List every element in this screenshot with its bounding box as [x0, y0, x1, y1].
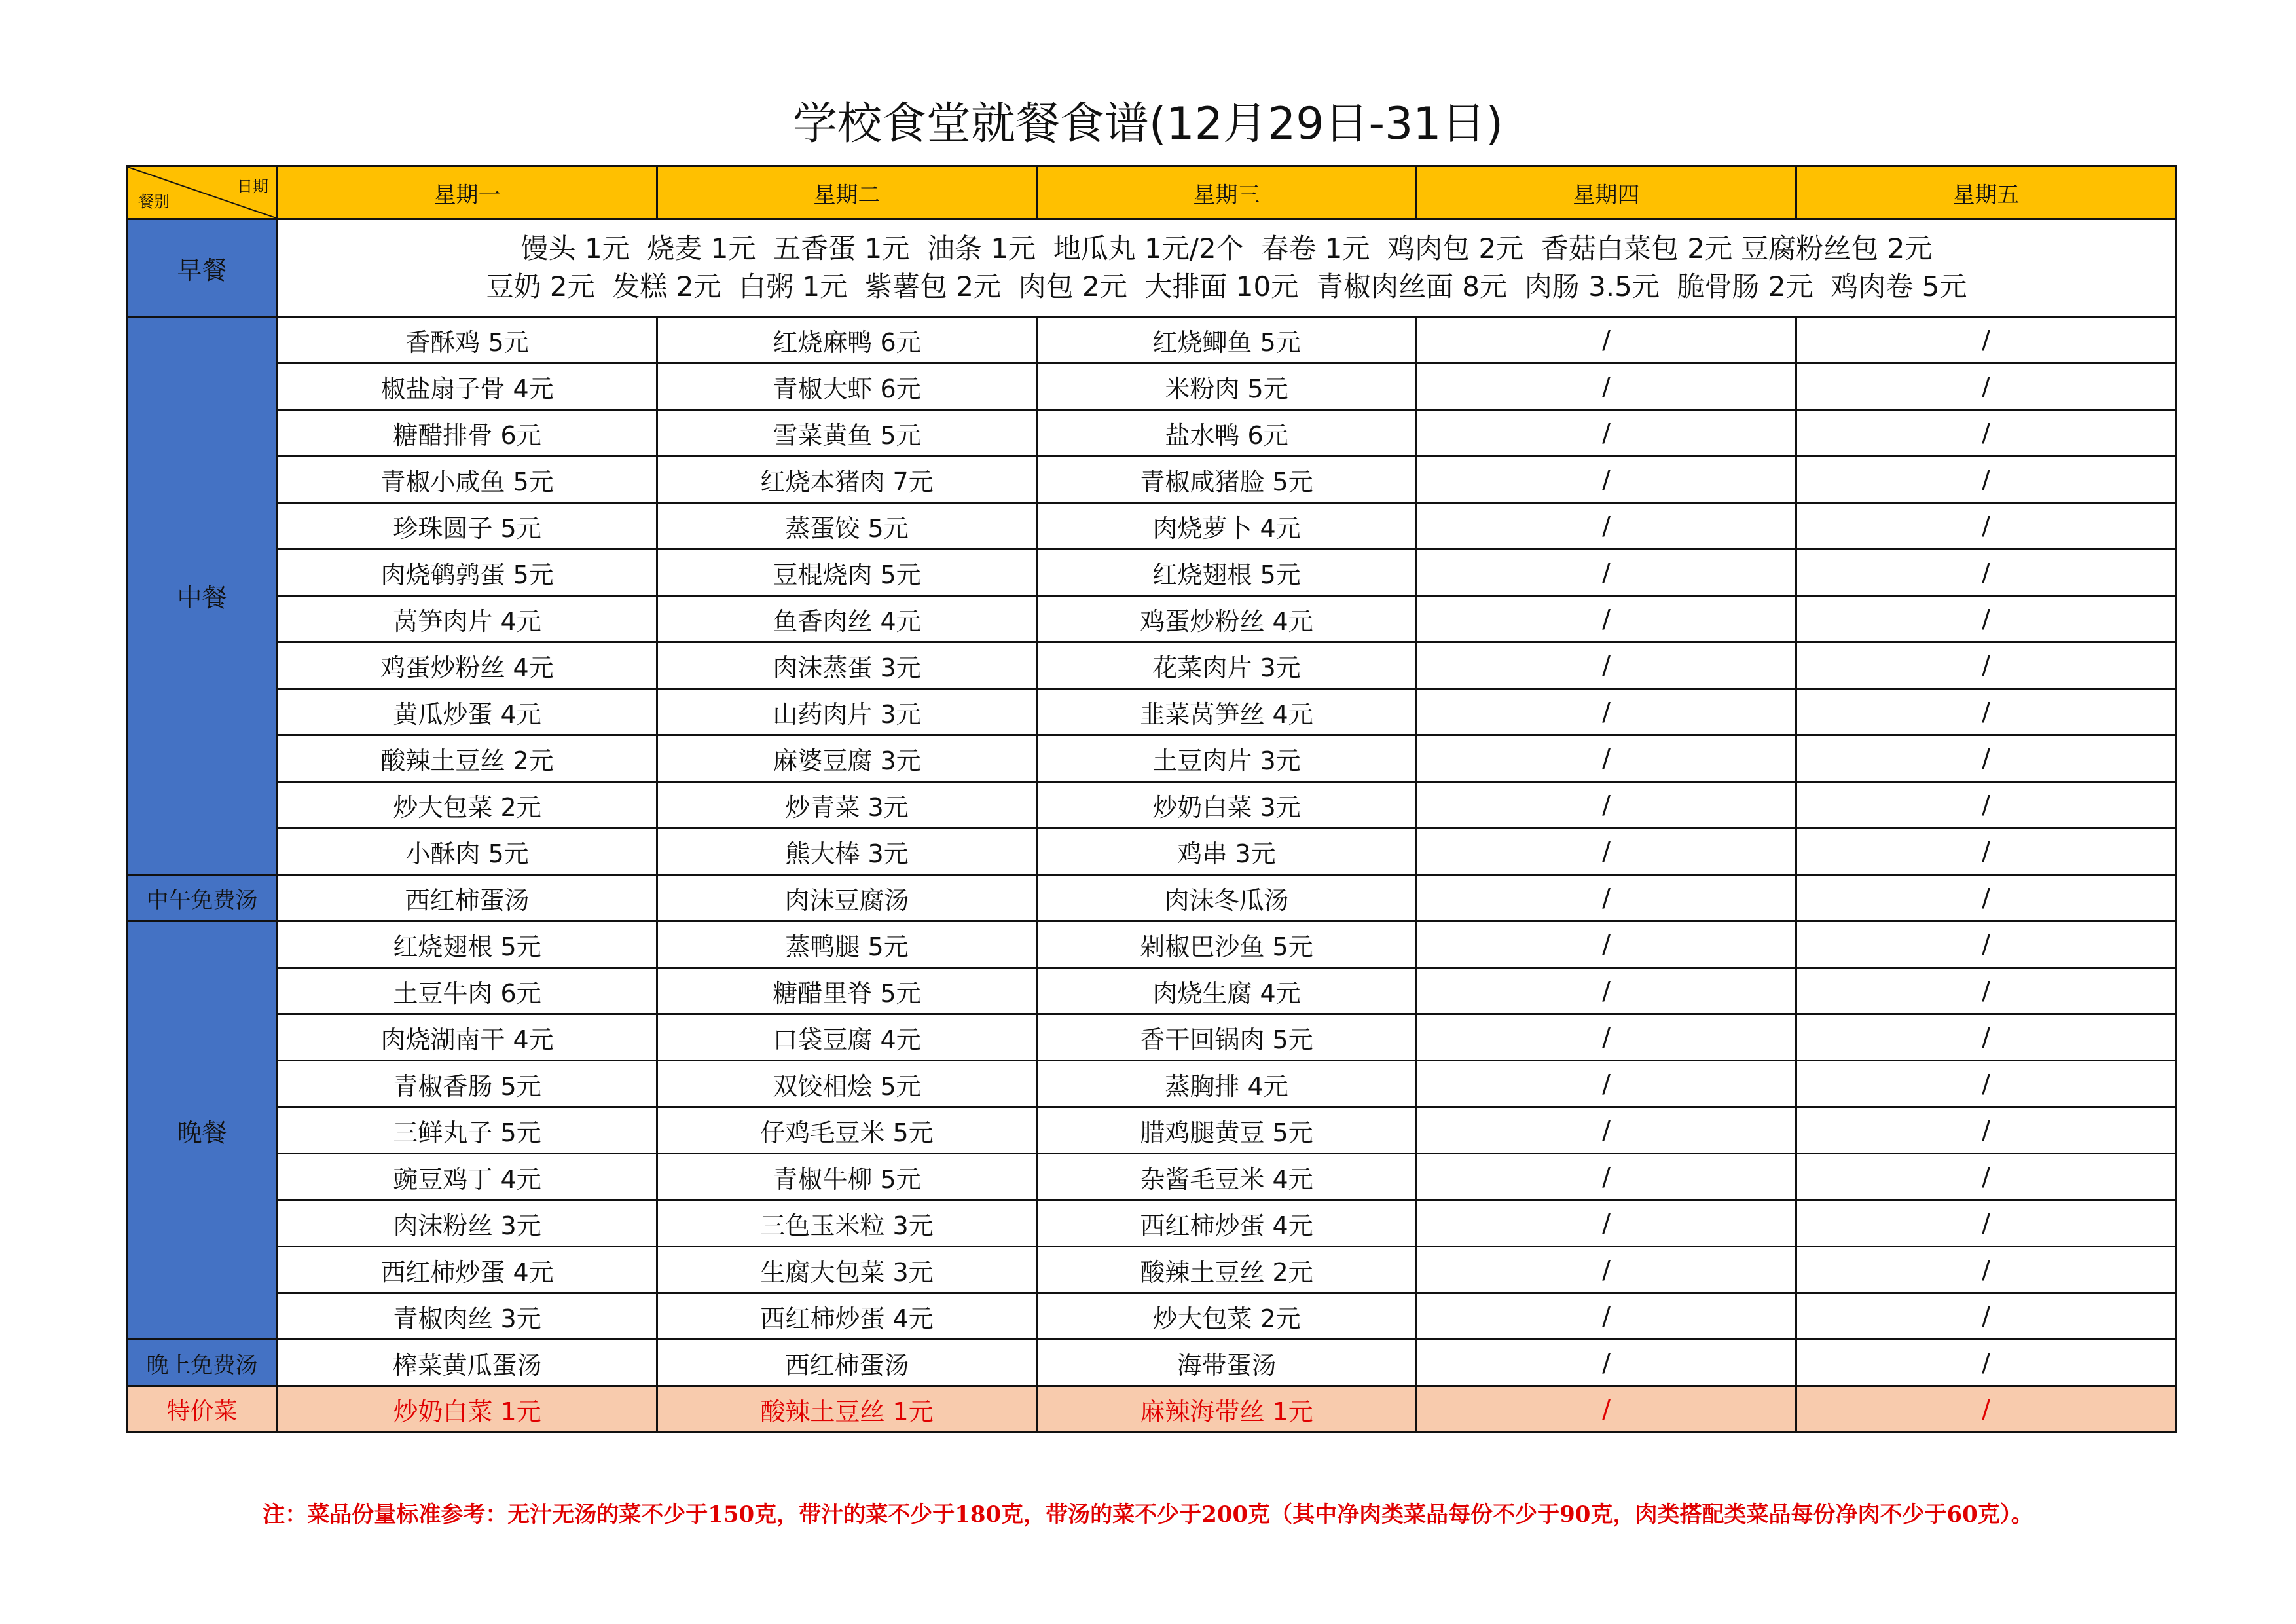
- dish-cell: 西红柿炒蛋 4元: [278, 1247, 657, 1293]
- dish-cell: 肉烧生腐 4元: [1037, 968, 1417, 1014]
- dish-cell: 花菜肉片 3元: [1037, 642, 1417, 689]
- dish-cell: 酸辣土豆丝 2元: [278, 735, 657, 782]
- dish-cell: 米粉肉 5元: [1037, 363, 1417, 410]
- dinner_soup-row: [127, 1340, 2176, 1386]
- dish-cell: /: [1796, 782, 2176, 828]
- lunch-dish-row: [127, 503, 2176, 549]
- dish-cell: /: [1417, 549, 1796, 596]
- meal-label-dinner: 晚餐: [127, 921, 278, 1340]
- dish-cell: /: [1417, 1061, 1796, 1107]
- dish-cell: 仔鸡毛豆米 5元: [657, 1107, 1037, 1154]
- dish-cell: /: [1796, 1154, 2176, 1200]
- dish-cell: 盐水鸭 6元: [1037, 410, 1417, 456]
- dish-cell: /: [1796, 456, 2176, 503]
- lunch-dish-row: [127, 689, 2176, 735]
- dish-cell: 炒奶白菜 1元: [278, 1386, 657, 1433]
- dish-cell: 青椒肉丝 3元: [278, 1293, 657, 1340]
- page-title: 学校食堂就餐食谱(12月29日-31日): [792, 98, 1504, 150]
- dish-cell: /: [1796, 1061, 2176, 1107]
- dish-cell: /: [1796, 1200, 2176, 1247]
- portion-note: 注：菜品份量标准参考：无汁无汤的菜不少于150克，带汁的菜不少于180克，带汤的菜不少于200克（其中净肉类菜品每份不少于90克，肉类搭配类菜品每份净肉不少于60克）。: [263, 1502, 2033, 1528]
- dish-cell: /: [1417, 363, 1796, 410]
- dish-cell: 红烧麻鸭 6元: [657, 317, 1037, 363]
- dish-cell: /: [1417, 875, 1796, 921]
- dinner-dish-row: [127, 1293, 2176, 1340]
- dinner-dish-row: [127, 1154, 2176, 1200]
- dish-cell: 麻婆豆腐 3元: [657, 735, 1037, 782]
- dish-cell: 蒸胸排 4元: [1037, 1061, 1417, 1107]
- dish-cell: 雪菜黄鱼 5元: [657, 410, 1037, 456]
- dish-cell: /: [1417, 689, 1796, 735]
- dish-cell: /: [1796, 1340, 2176, 1386]
- dish-cell: /: [1796, 921, 2176, 968]
- dish-cell: /: [1796, 549, 2176, 596]
- corner-date-label: 日期: [237, 177, 268, 196]
- dinner-dish-row: [127, 1061, 2176, 1107]
- menu-table: [126, 165, 2177, 1433]
- dish-cell: 土豆肉片 3元: [1037, 735, 1417, 782]
- corner-meal-label: 餐别: [138, 193, 170, 211]
- dish-cell: 蒸鸭腿 5元: [657, 921, 1037, 968]
- dish-cell: 炒大包菜 2元: [278, 782, 657, 828]
- lunch-dish-row: [127, 828, 2176, 875]
- dish-cell: 红烧鲫鱼 5元: [1037, 317, 1417, 363]
- dish-cell: 椒盐扇子骨 4元: [278, 363, 657, 410]
- lunch-dish-row: [127, 596, 2176, 642]
- dish-cell: 西红柿蛋汤: [278, 875, 657, 921]
- dish-cell: 口袋豆腐 4元: [657, 1014, 1037, 1061]
- lunch-dish-row: [127, 735, 2176, 782]
- dish-cell: 香干回锅肉 5元: [1037, 1014, 1417, 1061]
- dish-cell: 青椒小咸鱼 5元: [278, 456, 657, 503]
- special-row: [127, 1386, 2176, 1433]
- dish-cell: /: [1417, 1014, 1796, 1061]
- dish-cell: 红烧翅根 5元: [1037, 549, 1417, 596]
- lunch-dish-row: [127, 782, 2176, 828]
- dish-cell: 酸辣土豆丝 2元: [1037, 1247, 1417, 1293]
- dish-cell: 青椒牛柳 5元: [657, 1154, 1037, 1200]
- dish-cell: 腊鸡腿黄豆 5元: [1037, 1107, 1417, 1154]
- dish-cell: 西红柿炒蛋 4元: [657, 1293, 1037, 1340]
- dish-cell: 炒青菜 3元: [657, 782, 1037, 828]
- dish-cell: 西红柿蛋汤: [657, 1340, 1037, 1386]
- dish-cell: 肉烧湖南干 4元: [278, 1014, 657, 1061]
- dinner-dish-row: [127, 1107, 2176, 1154]
- dish-cell: /: [1417, 410, 1796, 456]
- dish-cell: /: [1796, 503, 2176, 549]
- dish-cell: 香酥鸡 5元: [278, 317, 657, 363]
- dish-cell: 肉烧鹌鹑蛋 5元: [278, 549, 657, 596]
- dish-cell: 糖醋里脊 5元: [657, 968, 1037, 1014]
- dish-cell: 肉沫冬瓜汤: [1037, 875, 1417, 921]
- lunch-dish-row: [127, 456, 2176, 503]
- day-header: 星期一: [278, 166, 657, 219]
- dinner-dish-row: [127, 1247, 2176, 1293]
- meal-label-breakfast: 早餐: [127, 219, 278, 317]
- dish-cell: /: [1796, 363, 2176, 410]
- dish-cell: /: [1417, 1293, 1796, 1340]
- dish-cell: 土豆牛肉 6元: [278, 968, 657, 1014]
- dish-cell: 鸡蛋炒粉丝 4元: [278, 642, 657, 689]
- dish-cell: 黄瓜炒蛋 4元: [278, 689, 657, 735]
- dish-cell: 麻辣海带丝 1元: [1037, 1386, 1417, 1433]
- day-header: 星期二: [657, 166, 1037, 219]
- dish-cell: 青椒香肠 5元: [278, 1061, 657, 1107]
- dish-cell: /: [1417, 1386, 1796, 1433]
- dish-cell: /: [1796, 1247, 2176, 1293]
- lunch-dish-row: [127, 549, 2176, 596]
- dish-cell: /: [1796, 317, 2176, 363]
- dish-cell: /: [1417, 1200, 1796, 1247]
- dish-cell: /: [1796, 689, 2176, 735]
- dish-cell: /: [1417, 1340, 1796, 1386]
- meal-label-special: 特价菜: [127, 1386, 278, 1433]
- dish-cell: 双饺相烩 5元: [657, 1061, 1037, 1107]
- dish-cell: 三鲜丸子 5元: [278, 1107, 657, 1154]
- dish-cell: 酸辣土豆丝 1元: [657, 1386, 1037, 1433]
- dish-cell: /: [1796, 828, 2176, 875]
- lunch-dish-row: [127, 642, 2176, 689]
- dish-cell: 肉沫豆腐汤: [657, 875, 1037, 921]
- dish-cell: 熊大棒 3元: [657, 828, 1037, 875]
- dish-cell: 肉烧萝卜 4元: [1037, 503, 1417, 549]
- dish-cell: 韭菜莴笋丝 4元: [1037, 689, 1417, 735]
- dish-cell: 鸡蛋炒粉丝 4元: [1037, 596, 1417, 642]
- dish-cell: 糖醋排骨 6元: [278, 410, 657, 456]
- dinner-dish-row: [127, 921, 2176, 968]
- breakfast-items: [278, 219, 2176, 317]
- dish-cell: 肉沫蒸蛋 3元: [657, 642, 1037, 689]
- dish-cell: 珍珠圆子 5元: [278, 503, 657, 549]
- dish-cell: 榨菜黄瓜蛋汤: [278, 1340, 657, 1386]
- day-header: 星期五: [1796, 166, 2176, 219]
- dish-cell: 炒大包菜 2元: [1037, 1293, 1417, 1340]
- dish-cell: 青椒大虾 6元: [657, 363, 1037, 410]
- dish-cell: 红烧翅根 5元: [278, 921, 657, 968]
- dish-cell: /: [1417, 735, 1796, 782]
- breakfast-row: [127, 219, 2176, 317]
- lunch-dish-row: [127, 317, 2176, 363]
- dish-cell: 豌豆鸡丁 4元: [278, 1154, 657, 1200]
- dish-cell: 青椒咸猪脸 5元: [1037, 456, 1417, 503]
- dish-cell: /: [1796, 735, 2176, 782]
- dish-cell: /: [1417, 1247, 1796, 1293]
- dish-cell: /: [1796, 1014, 2176, 1061]
- dish-cell: /: [1417, 642, 1796, 689]
- lunch_soup-row: [127, 875, 2176, 921]
- meal-label-lunch-soup: 中午免费汤: [127, 875, 278, 921]
- dish-cell: 鱼香肉丝 4元: [657, 596, 1037, 642]
- breakfast-line: 馒头 1元 烧麦 1元 五香蛋 1元 油条 1元 地瓜丸 1元/2个 春卷 1元 鸡肉包 2元 香菇白菜包 2元 豆腐粉丝包 2元: [520, 232, 1933, 265]
- dish-cell: /: [1417, 596, 1796, 642]
- dish-cell: /: [1417, 503, 1796, 549]
- dish-cell: /: [1796, 642, 2176, 689]
- dish-cell: /: [1796, 410, 2176, 456]
- dish-cell: /: [1417, 968, 1796, 1014]
- lunch-dish-row: [127, 363, 2176, 410]
- dish-cell: /: [1796, 968, 2176, 1014]
- dish-cell: /: [1417, 828, 1796, 875]
- dish-cell: 肉沫粉丝 3元: [278, 1200, 657, 1247]
- dish-cell: /: [1796, 1107, 2176, 1154]
- dish-cell: /: [1417, 921, 1796, 968]
- dinner-dish-row: [127, 1200, 2176, 1247]
- dish-cell: 剁椒巴沙鱼 5元: [1037, 921, 1417, 968]
- dish-cell: 生腐大包菜 3元: [657, 1247, 1037, 1293]
- dish-cell: /: [1417, 1107, 1796, 1154]
- meal-label-lunch: 中餐: [127, 317, 278, 875]
- day-header: 星期三: [1037, 166, 1417, 219]
- meal-label-dinner-soup: 晚上免费汤: [127, 1340, 278, 1386]
- dish-cell: /: [1417, 456, 1796, 503]
- dish-cell: 西红柿炒蛋 4元: [1037, 1200, 1417, 1247]
- breakfast-line: 豆奶 2元 发糕 2元 白粥 1元 紫薯包 2元 肉包 2元 大排面 10元 青椒肉丝面 8元 肉肠 3.5元 脆骨肠 2元 鸡肉卷 5元: [486, 270, 1967, 303]
- lunch-dish-row: [127, 410, 2176, 456]
- day-header: 星期四: [1417, 166, 1796, 219]
- dish-cell: 炒奶白菜 3元: [1037, 782, 1417, 828]
- dinner-dish-row: [127, 1014, 2176, 1061]
- dinner-dish-row: [127, 968, 2176, 1014]
- dish-cell: /: [1417, 1154, 1796, 1200]
- dish-cell: 蒸蛋饺 5元: [657, 503, 1037, 549]
- corner-cell: [127, 166, 278, 219]
- dish-cell: /: [1796, 875, 2176, 921]
- dish-cell: 豆棍烧肉 5元: [657, 549, 1037, 596]
- dish-cell: /: [1796, 596, 2176, 642]
- dish-cell: 山药肉片 3元: [657, 689, 1037, 735]
- dish-cell: 杂酱毛豆米 4元: [1037, 1154, 1417, 1200]
- dish-cell: /: [1417, 317, 1796, 363]
- dish-cell: 鸡串 3元: [1037, 828, 1417, 875]
- dish-cell: 海带蛋汤: [1037, 1340, 1417, 1386]
- header-row: [127, 166, 2176, 219]
- dish-cell: /: [1417, 782, 1796, 828]
- dish-cell: 红烧本猪肉 7元: [657, 456, 1037, 503]
- dish-cell: /: [1796, 1386, 2176, 1433]
- dish-cell: 莴笋肉片 4元: [278, 596, 657, 642]
- dish-cell: 小酥肉 5元: [278, 828, 657, 875]
- dish-cell: 三色玉米粒 3元: [657, 1200, 1037, 1247]
- dish-cell: /: [1796, 1293, 2176, 1340]
